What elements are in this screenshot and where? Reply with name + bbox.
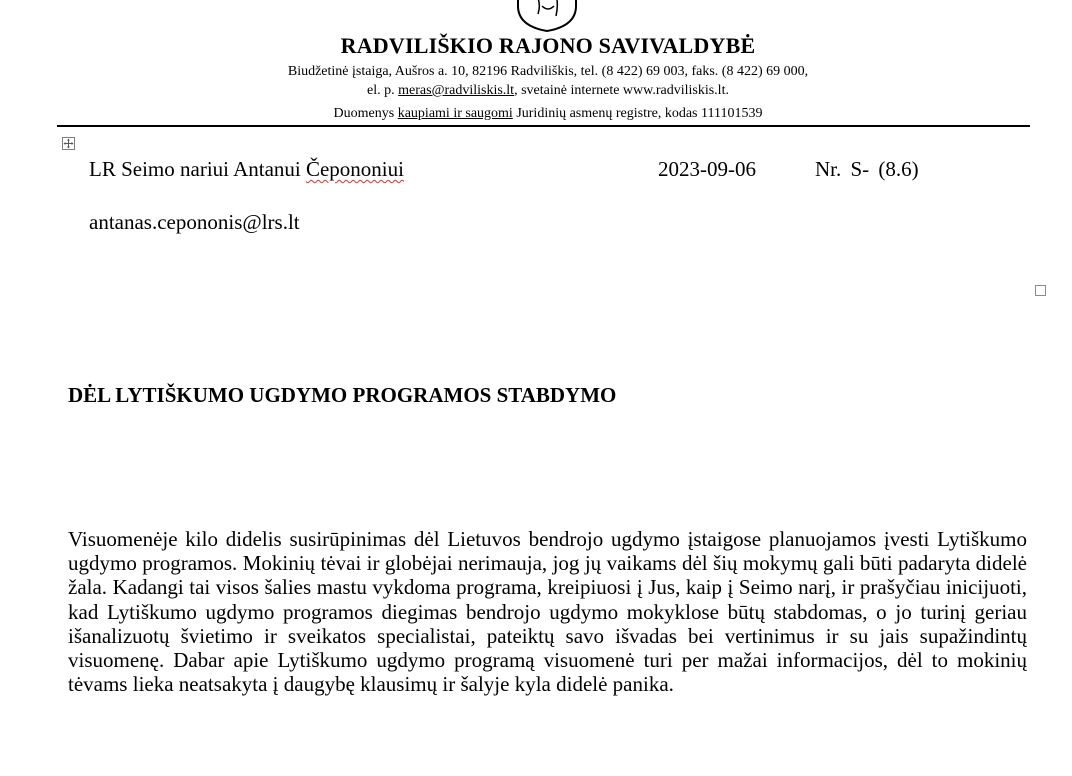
contact-email-line (0, 82, 1072, 99)
contact-address-line: Biudžetinė įstaiga, Aušros a. 10, 82196 Radviliškis, tel. (8 422) 69 003, faks. (8 422) 69 000, (287, 64, 809, 79)
move-arrows-icon[interactable] (62, 137, 75, 150)
contact-email-link[interactable]: meras@radviliskis.lt (398, 83, 515, 98)
registry-suffix: Juridinių asmenų registre, kodas 111101539 (512, 106, 763, 121)
recipient-line (89, 157, 404, 182)
contact-email-prefix: el. p. (367, 83, 399, 98)
recipient-email: antanas.cepononis@lrs.lt (89, 210, 300, 234)
organization-name: RADVILIŠKIO RAJONO SAVIVALDYBĖ (340, 33, 756, 58)
letter-subject: DĖL LYTIŠKUMO UGDYMO PROGRAMOS STABDYMO (68, 383, 617, 407)
letter-date: 2023-09-06 (658, 157, 756, 181)
registry-prefix: Duomenys (333, 106, 398, 121)
registry-line (0, 105, 1072, 122)
letter-number: Nr. S- (8.6) (815, 157, 919, 181)
registry-underlined-text: kaupiami ir saugomi (397, 106, 513, 121)
recipient-prefix: LR Seimo nariui Antanui (89, 157, 306, 181)
header-divider (57, 125, 1030, 127)
table-end-marker (1035, 285, 1046, 296)
letter-body[interactable]: Visuomenėje kilo didelis susirūpinimas dėl Lietuvos bendrojo ugdymo įstaigose planuojamos įvesti Lytiškumo ugdymo programos. Mokinių tėvai ir globėjai nerimauja, jog jų vaikams dėl šių mokymų gali būti padaryta didelė žala. Kadangi tai visos šalies mastu vykdoma programa, kreipiuosi į Jus, kaip į Seimo narį, ir prašyčiau inicijuoti, kad Lytiškumo ugdymo programos diegimas bendrojo ugdymo mokyklose būtų stabdomas, o jo turinį geriau išanalizuotų švietimo ir sveikatos specialistai, pateiktų savo išvadas bei vertinimus ir su jais supažindintų visuomenę. Dabar apie Lytiškumo ugdymo programą visuomenė turi per mažai informacijos, dėl to mokinių tėvams lieka neatsakyta į daugybę klausimų ir šalyje kyla didelė panika. (68, 527, 1027, 697)
recipient-surname[interactable]: Čepononiui (305, 157, 404, 181)
coat-of-arms-icon (512, 0, 582, 32)
contact-website-text: , svetainė internete www.radviliskis.lt. (514, 83, 729, 98)
